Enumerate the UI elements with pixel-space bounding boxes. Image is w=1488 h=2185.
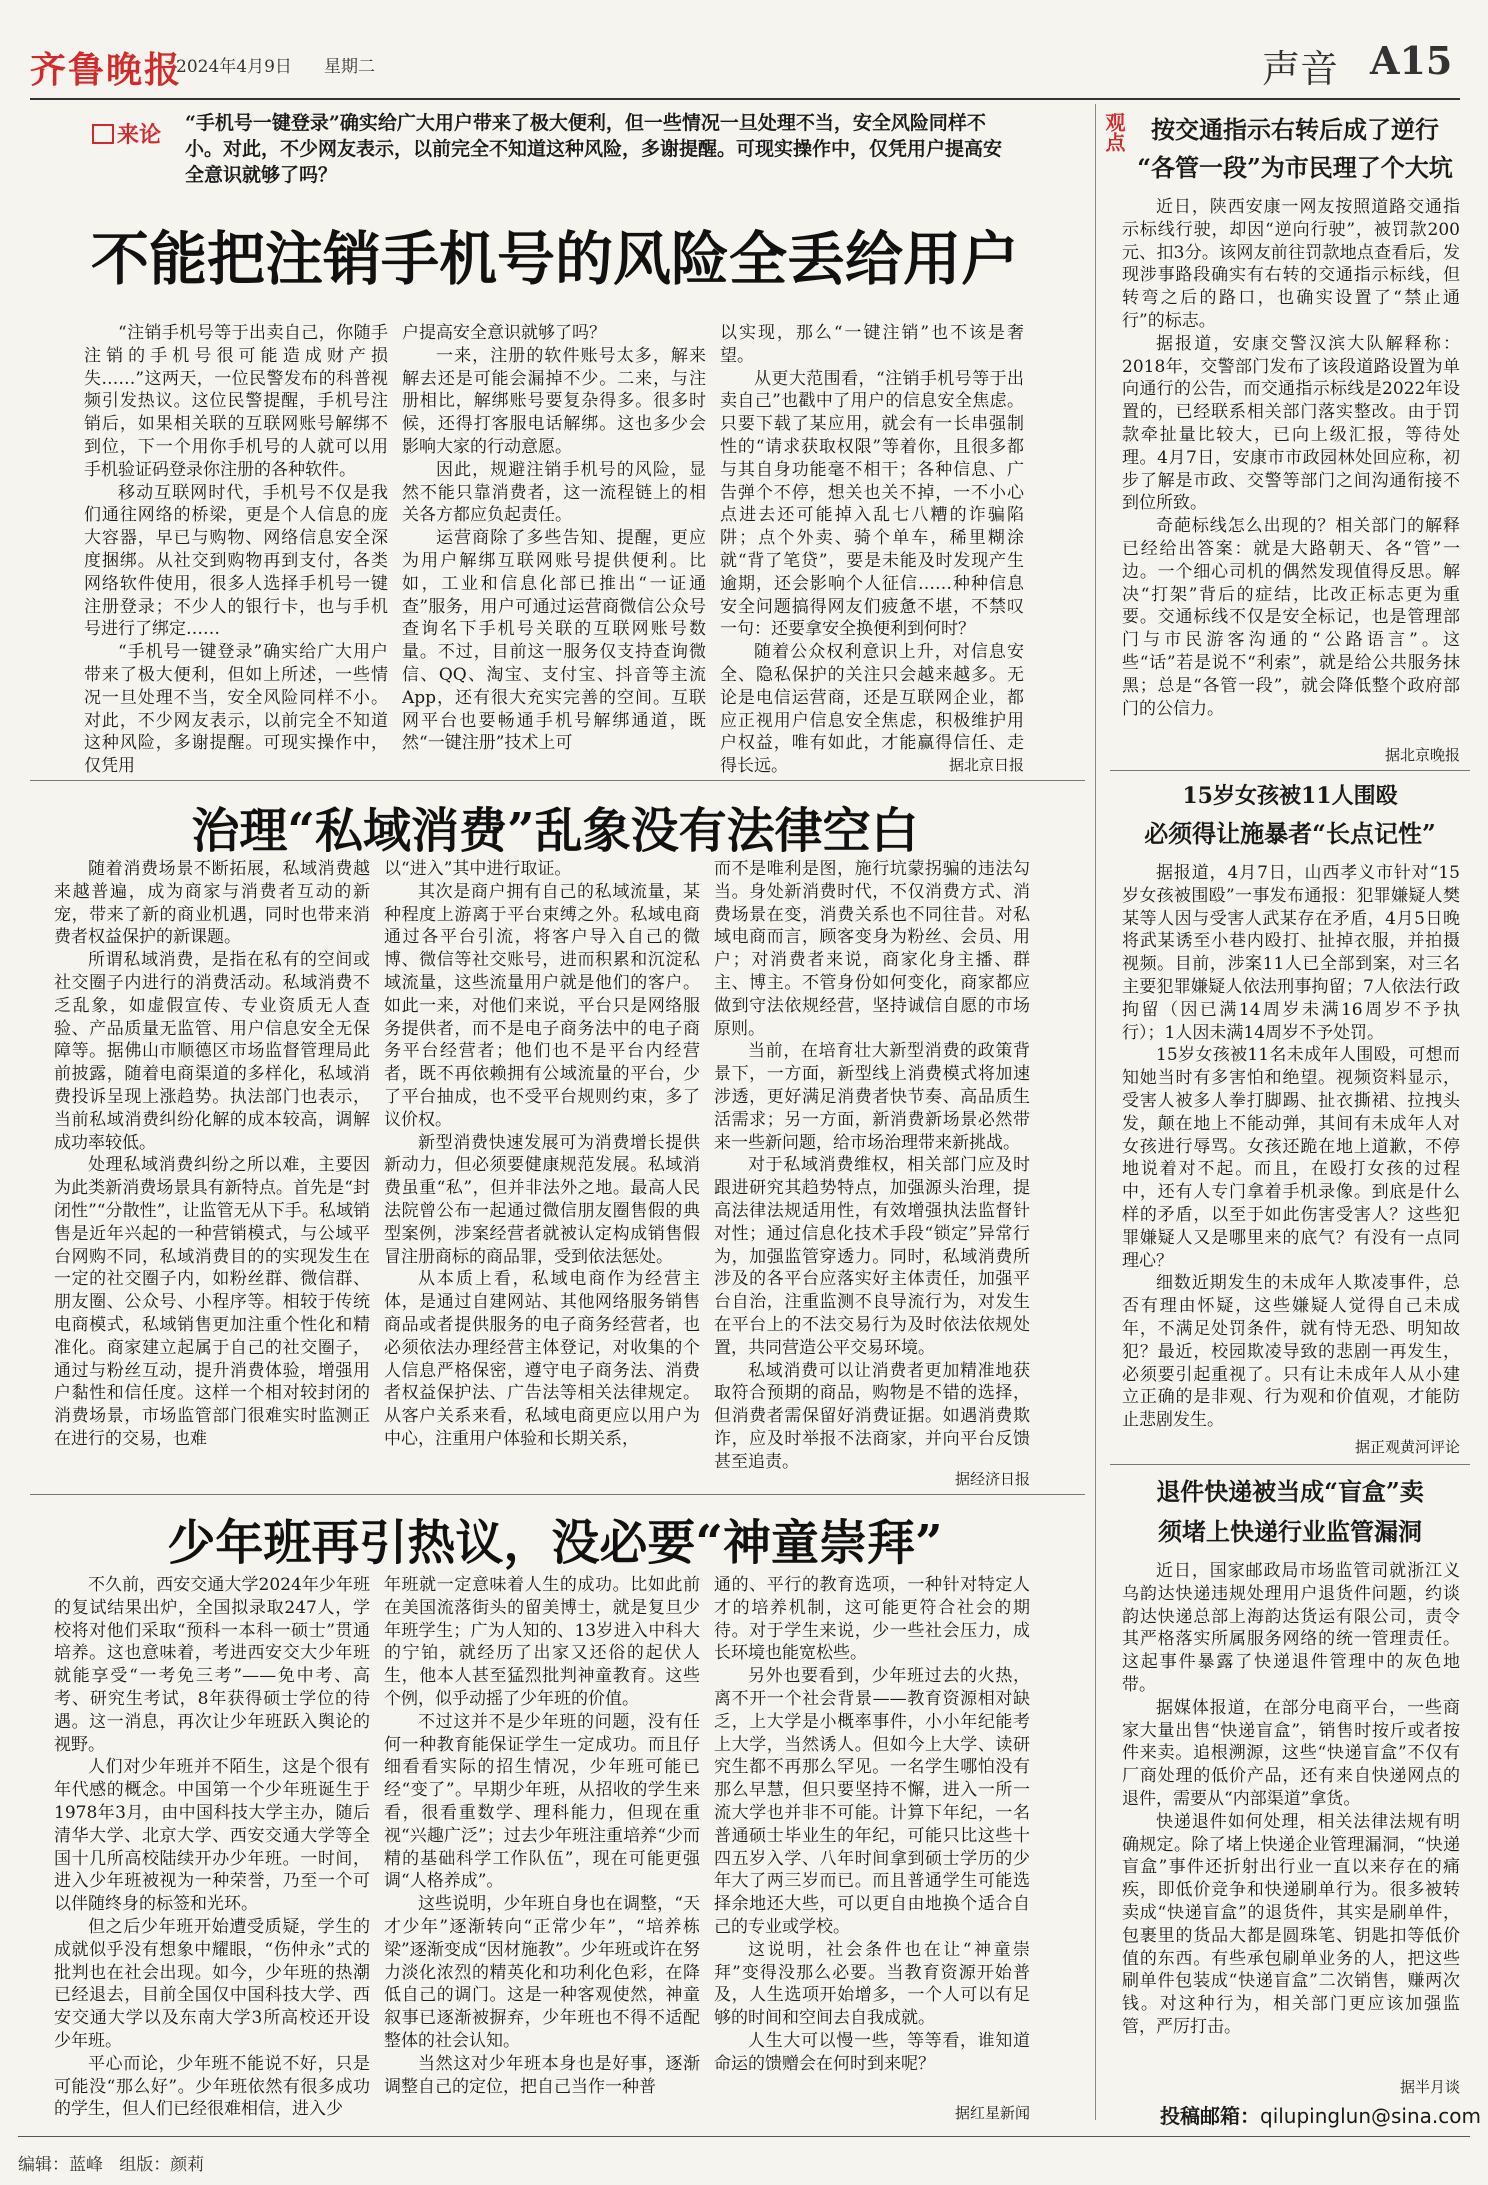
side3-body: 近日，国家邮政局市场监管司就浙江义乌韵达快递违规处理用户退货件问题，约谈韵达快递总部上海韵达货运有限公司，责令其严格落实所属服务网络的统一管理责任。这起事件暴露了快递退件管理中的灰色地带。 据媒体报道，在部分电商平台，一些商家大量出售“快递盲盒”，销售时按斤或者按件来卖。追根溯源，这些“快递盲盒”不仅有厂商处理的低价产品，还有来自快递网点的退件，需要从“内部渠道”拿货。 快递退件如何处理，相关法律法规有明确规定。除了堵上快递企业管理漏洞，“快递盲盒”事件还折射出行业一直以来存在的痛疾，即低价竞争和快递刷单行为。很多被转卖成“快递盲盒”的退货件，其实是刷单件，包裹里的货品大都是圆珠笔、钥匙扣等低价值的东西。有些承包刷单业务的人，把这些刷单件包装成“快递盲盒”二次销售，赚两次钱。对这种行为，相关部门更应该加强监管，严厉打击。 — [1122, 1561, 1460, 2037]
article1-col1: “注销手机号等于出卖自己，你随手注销的手机号很可能造成财产损失……”这两天，一位民警发布的科普视频引发热议。这位民警提醒，手机号注销后，如果相关联的互联网账号解绑不到位，下一个用你手机号的人就可以用手机验证码登录你注册的各种软件。 移动互联网时代，手机号不仅是我们通往网络的桥梁，更是个人信息的庞大容器，早已与购物、网络信息安全深度捆绑。从社交到购物再到支付，各类网络软件使用，很多人选择手机号一键注册登录；不少人的银行卡，也与手机号进行了绑定…… “手机号一键登录”确实给广大用户带来了极大便利，但如上所述，一些情况一旦处理不当，安全风险同样不小。对此，不少网友表示，以前完全不知道这种风险，多谢提醒。可现实操作中，仅凭用 — [84, 323, 388, 777]
side3-source: 据半月谈 — [1399, 2078, 1460, 2096]
article3-col3: 通的、平行的教育选项，一种针对特定人才的培养机制，这可能更符合社会的期待。对于学生来说，少一些社会压力，成长环境也能宽松些。 另外也要看到，少年班过去的火热，离不开一个社会背景——教育资源相对缺乏，上大学是小概率事件，小小年纪能考上大学，当然诱人。但如今上大学、读研究生都不再那么罕见。一名学生哪怕没有那么早慧，但只要坚持不懈，进入一所一流大学也并非不可能。计算下年纪，一名普通硕士毕业生的年纪，可能只比这些十四五岁入学、八年时间拿到硕士学历的少年大了两三岁而已。而且普通学生可能选择余地还大些，可以更自由地换个适合自己的专业或学校。 这说明，社会条件也在让“神童崇拜”变得没那么必要。当教育资源开始普及，人生选项开始增多，一个人可以有足够的时间和空间去自我成就。 人生大可以慢一些，等等看，谁知道命运的馈赠会在何时到来呢？ — [714, 1575, 1030, 2074]
side1-headline-2: “各管一段”为市民理了个大坑 — [1137, 153, 1453, 182]
issue-date: 2024年4月9日 — [176, 57, 292, 77]
contact-email: 投稿邮箱：qilupinglun@sina.com — [1160, 2104, 1481, 2128]
side3-headline-2: 须堵上快递行业监管漏洞 — [1158, 1517, 1422, 1546]
side1-body: 近日，陕西安康一网友按照道路交通指示标线行驶，却因“逆向行驶”，被罚款200元、扣3分。该网友前往罚款地点查看后，发现涉事路段确实有右转的交通指示标线，但转弯之后的路口，也确实设置了“禁止通行”的标志。 据报道，安康交警汉滨大队解释称：2018年，交警部门发布了该段道路设置为单向通行的公告，而交通指示标线是2022年设置的，已经联系相关部门落实整改。由于罚款牵扯量比较大，已向上级汇报，等待处理。4月7日，安康市市政园林处回应称，初步了解是市政、交警等部门之间沟通衔接不到位所致。 奇葩标线怎么出现的？相关部门的解释已经给出答案：就是大路朝天、各“管”一边。一个细心司机的偶然发现值得反思。解决“打架”背后的症结，比改正标志更为重要。交通标线不仅是安全标记，也是管理部门与市民游客沟通的“公路语言”。这些“话”若是说不“利索”，就是给公共服务抹黑；总是“各管一段”，就会降低整个政府部门的公信力。 — [1122, 197, 1460, 719]
article2-headline: 治理“私域消费”乱象没有法律空白 — [191, 803, 919, 859]
divider — [1110, 1464, 1470, 1465]
article2-col2: 以“进入”其中进行取证。 其次是商户拥有自己的私域流量，某种程度上游离于平台束缚之外。私域电商通过各平台引流，将客户导入自己的微博、微信等社交账号，进而积累和沉淀私域流量，这些流量用户就是他们的客户。如此一来，对他们来说，平台只是网络服务提供者，而不是电子商务法中的电子商务平台经营者；他们也不是平台内经营者，既不再依赖拥有公域流量的平台，少了平台抽成，也不受平台规则约束，多了议价权。 新型消费快速发展可为消费增长提供新动力，但必须要健康规范发展。私域消费虽重“私”，但并非法外之地。最高人民法院曾公布一起通过微信朋友圈售假的典型案例，涉案经营者就被认定构成销售假冒注册商标的商品罪，受到依法惩处。 从本质上看，私域电商作为经营主体，是通过自建网站、其他网络服务销售商品或者提供服务的电子商务经营者，也必须依法办理经营主体登记，对收集的个人信息严格保密，遵守电子商务法、消费者权益保护法、广告法等相关法律规定。从客户关系来看，私域电商更应以用户为中心，注重用户体验和长期关系， — [384, 859, 700, 1449]
side1-headline-1: 按交通指示右转后成了逆行 — [1151, 115, 1439, 144]
divider — [1110, 770, 1470, 771]
side2-headline-2: 必须得让施暴者“长点记性” — [1144, 819, 1436, 848]
article1-col2: 户提高安全意识就够了吗？ 一来，注册的软件账号太多，解来解去还是可能会漏掉不少。二来，与注册相比，解绑账号要复杂得多。很多时候，还得打客服电话解绑。这也多少会影响大家的行动意愿。 因此，规避注销手机号的风险，显然不能只靠消费者，这一流程链上的相关各方都应负起责任。 运营商除了多些告知、提醒，更应为用户解绑互联网账号提供便利。比如，工业和信息化部已推出“一证通查”服务，用户可通过运营商微信公众号查询名下手机号关联的互联网账号数量。不过，目前这一服务仅支持查询微信、QQ、淘宝、支付宝、抖音等主流App，还有很大充实完善的空间。互联网平台也要畅通手机号解绑通道，既然“一键注册”技术上可 — [402, 323, 706, 754]
article1-source: 据北京日报 — [948, 756, 1024, 774]
page-number: A15 — [1370, 38, 1453, 83]
side3-headline-1: 退件快递被当成“盲盒”卖 — [1156, 1477, 1424, 1506]
opinion-tag: 观点 — [1102, 112, 1126, 152]
side2-headline-1: 15岁女孩被11人围殴 — [1182, 783, 1398, 809]
lead-tag: 来论 — [92, 118, 161, 149]
divider — [30, 780, 1085, 781]
side1-source: 据北京晚报 — [1384, 746, 1460, 764]
article2-col1: 随着消费场景不断拓展，私域消费越来越普遍，成为商家与消费者互动的新宠，带来了新的商业机遇，同时也带来消费者权益保护的新课题。 所谓私域消费，是指在私有的空间或社交圈子内进行的消费活动。私域消费不乏乱象，如虚假宣传、专业资质无人查验、产品质量无监管、用户信息安全无保障等。据佛山市顺德区市场监督管理局此前披露，随着电商渠道的多样化，私域消费投诉呈现上涨趋势。执法部门也表示，当前私域消费纠纷化解的成本较高，调解成功率较低。 处理私域消费纠纷之所以难，主要因为此类新消费场景具有新特点。首先是“封闭性”“分散性”，让监管无从下手。私域销售是近年兴起的一种营销模式，与公域平台网购不同，私域消费目的的实现发生在一定的社交圈子内，如粉丝群、微信群、朋友圈、公众号、小程序等。相较于传统电商模式，私域销售更加注重个性化和精准化。商家建立起属于自己的社交圈子，通过与粉丝互动，提升消费体验，增强用户黏性和信任度。这样一个相对较封闭的消费场景，市场监管部门很难实时监测正在进行的交易，也难 — [54, 859, 370, 1449]
column-divider — [1095, 104, 1096, 2120]
side2-source: 据正观黄河评论 — [1354, 1438, 1460, 1456]
lead-summary: “手机号一键登录”确实给广大用户带来了极大便利，但一些情况一旦处理不当，安全风险同样不小。对此，不少网友表示，以前完全不知道这种风险，多谢提醒。可现实操作中，仅凭用户提高安全意识就够了吗？ — [185, 112, 1003, 186]
footer-rule — [18, 2136, 1470, 2137]
article2-col3: 而不是唯利是图，施行坑蒙拐骗的违法勾当。身处新消费时代，不仅消费方式、消费场景在变，消费关系也不同往昔。对私域电商而言，顾客变身为粉丝、会员、用户；对消费者来说，商家化身主播、群主、博主。不管身份如何变化，商家都应做到守法依规经营，坚持诚信自愿的市场原则。 当前，在培育壮大新型消费的政策背景下，一方面，新型线上消费模式将加速涉透，更好满足消费者快节奏、高品质生活需求；另一方面，新消费新场景必然带来一些新问题，给市场治理带来新挑战。 对于私域消费维权，相关部门应及时跟进研究其趋势特点，加强源头治理，提高法律法规适用性，有效增强执法监督针对性；通过信息化技术手段“锁定”异常行为，加强监管穿透力。同时，私域消费所涉及的各平台应落实好主体责任，加强平台自治，注重监测不良导流行为，对发生在平台上的不法交易行为及时依法依规处置，共同营造公平交易环境。 私域消费可以让消费者更加精准地获取符合预期的商品，购物是不错的选择，但消费者需保留好消费证据。如遇消费欺诈，应及时举报不法商家，并向平台反馈甚至追责。 — [714, 859, 1030, 1472]
section-name: 声音 — [1262, 47, 1339, 91]
article1-col3: 以实现，那么“一键注销”也不该是奢望。 从更大范围看，“注销手机号等于出卖自己”也戳中了用户的信息安全焦虑。只要下载了某应用，就会有一长串强制性的“请求获取权限”等着你，且很多都与其自身功能毫不相干；各种信息、广告弹个不停，想关也关不掉，一不小心点进去还可能掉入乱七八糟的诈骗陷阱；点个外卖、骑个单车，稀里糊涂就“背了笔贷”，要是未能及时发现产生逾期，还会影响个人征信……种种信息安全问题搞得网友们疲惫不堪，不禁叹一句：还要拿安全换便利到何时？ 随着公众权利意识上升，对信息安全、隐私保护的关注只会越来越多。无论是电信运营商，还是互联网企业，都应正视用户信息安全焦虑，积极维护用户权益，唯有如此，才能赢得信任、走得长远。 — [720, 323, 1024, 777]
side2-body: 据报道，4月7日，山西孝义市针对“15岁女孩被围殴”一事发布通报：犯罪嫌疑人樊某等人因与受害人武某存在矛盾，4月5日晚将武某诱至小巷内殴打、扯掉衣服，并拍摄视频。目前，涉案11人已全部到案，对三名主要犯罪嫌疑人依法刑事拘留；7人依法行政拘留（因已满14周岁未满16周岁不予执行）；1人因未满14周岁不予处罚。 15岁女孩被11名未成年人围殴，可想而知她当时有多害怕和绝望。视频资料显示，受害人被多人拳打脚踢、扯衣撕裙、拉拽头发，颠在地上不能动弹，其间有未成年人对女孩进行辱骂。女孩还跪在地上道歉，不停地说着对不起。而且，在殴打女孩的过程中，还有人专门拿着手机录像。到底是什么样的矛盾，以至于如此伤害受害人？这些犯罪嫌疑人又是哪里来的底气？有没有一点同理心？ 细数近期发生的未成年人欺凌事件，总否有理由怀疑，这些嫌疑人觉得自己未成年，不满足处罚条件，就有恃无恐、明知故犯？最近，校园欺凌导致的悲剧一再发生，必须要引起重视了。只有让未成年人从小建立正确的是非观、行为观和价值观，才能防止悲剧发生。 — [1122, 863, 1460, 1431]
article3-headline: 少年班再引热议，没必要“神童崇拜” — [167, 1515, 943, 1571]
issue-weekday: 星期二 — [324, 57, 375, 77]
article2-source: 据经济日报 — [954, 1470, 1030, 1488]
article3-col2: 年班就一定意味着人生的成功。比如此前在美国流落街头的留美博士，就是复旦少年班学生；广为人知的、13岁进入中科大的宁铂，就经历了出家又还俗的起伏人生，他本人甚至猛烈批判神童教育。这些个例，似乎动摇了少年班的价值。 不过这并不是少年班的问题，没有任何一种教育能保证学生一定成功。而且仔细看看实际的招生情况，少年班可能已经“变了”。早期少年班，从招收的学生来看，很看重数学、理科能力，但现在重视“兴趣广泛”；过去少年班注重培养“少而精的基础科学工作队伍”，现在可能更强调“人格养成”。 这些说明，少年班自身也在调整，“天才少年”逐渐转向“正常少年”，“培养栋梁”逐渐变成“因材施教”。少年班或许在努力淡化浓烈的精英化和功利化色彩，在降低自己的调门。这是一种客观使然，神童叙事已逐渐被摒弃，少年班也不得不适配整体的社会认知。 当然这对少年班本身也是好事，逐渐调整自己的定位，把自己当作一种普 — [384, 1575, 700, 2097]
article3-col1: 不久前，西安交通大学2024年少年班的复试结果出炉，全国拟录取247人，学校将对他们采取“预科一本科一硕士”贯通培养。这也意味着，考进西安交大少年班就能享受“一考免三考”——免中考、高考、研究生考试，8年获得硕士学位的待遇。这一消息，再次让少年班跃入舆论的视野。 人们对少年班并不陌生，这是个很有年代感的概念。中国第一个少年班诞生于1978年3月，由中国科技大学主办，随后清华大学、北京大学、西安交通大学等全国十几所高校陆续开办少年班。一时间，进入少年班被视为一种荣誉，乃至一个可以伴随终身的标签和光环。 但之后少年班开始遭受质疑，学生的成就似乎没有想象中耀眼，“伤仲永”式的批判也在社会出现。如今，少年班的热潮已经退去，目前全国仅中国科技大学、西安交通大学以及东南大学3所高校还开设少年班。 平心而论，少年班不能说不好，只是可能没“那么好”。少年班依然有很多成功的学生，但人们已经很难相信，进入少 — [54, 1575, 370, 2120]
article1-headline: 不能把注销手机号的风险全丢给用户 — [90, 225, 1019, 293]
article3-source: 据红星新闻 — [954, 2104, 1030, 2122]
divider — [30, 1494, 1085, 1495]
newspaper-logo: 齐鲁晚报 — [30, 49, 183, 91]
masthead-rule — [30, 98, 1460, 100]
tag-box-icon — [92, 124, 114, 144]
footer-credits: 编辑：蓝峰 组版：颜莉 — [18, 2155, 205, 2175]
